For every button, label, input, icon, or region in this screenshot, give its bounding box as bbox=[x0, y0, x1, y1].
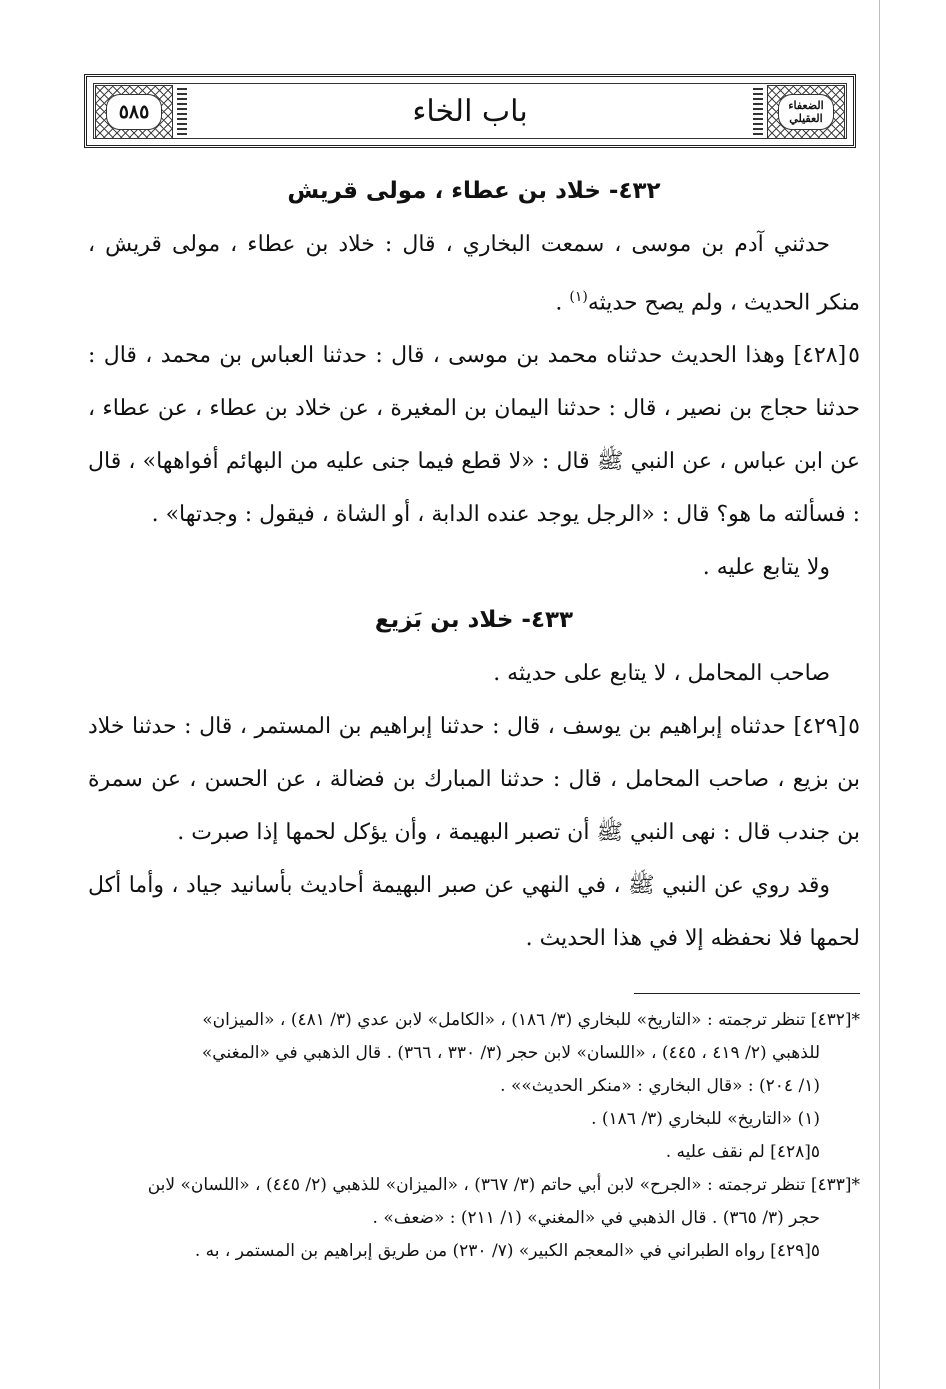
page-edge-line bbox=[879, 0, 880, 1389]
entry-432-end: . bbox=[555, 290, 570, 316]
page-number: ٥٨٥ bbox=[106, 94, 162, 130]
hadith-marker-icon: ٥ bbox=[848, 343, 860, 369]
hadith-429 bbox=[88, 700, 860, 859]
footnote-1: (١) «التاريخ» للبخاري (٣/ ١٨٦) . bbox=[591, 1109, 820, 1129]
footnotes bbox=[88, 1004, 860, 1268]
entry-433-closing: وقد روي عن النبي ﷺ ، في النهي عن صبر البهيمة أحاديث بأسانيد جياد ، وأما أكل لحمها فلا نحفظه إلا في هذا الحديث . bbox=[88, 873, 860, 952]
footnote-432-line3: (١/ ٢٠٤) : «قال البخاري : «منكر الحديث»» . bbox=[500, 1076, 820, 1096]
footnote-ref-1[interactable]: (١) bbox=[569, 289, 588, 305]
entry-432-paragraph bbox=[88, 218, 860, 329]
hadith-429-number: [٤٢٩] bbox=[793, 714, 847, 740]
entry-432-line2: منكر الحديث ، ولم يصح حديثه bbox=[587, 290, 860, 316]
entry-433-paragraph: صاحب المحامل ، لا يتابع على حديثه . bbox=[493, 661, 830, 687]
footnote-428: ٥[٤٢٨] لم نقف عليه . bbox=[665, 1142, 820, 1162]
entry-432-line1: حدثني آدم بن موسى ، سمعت البخاري ، قال : خلاد بن عطاء ، مولى قريش ، bbox=[88, 232, 830, 257]
footnote-432-line1: *[٤٣٢] تنظر ترجمته : «التاريخ» للبخاري (٣/ ١٨٦) ، «الكامل» لابن عدي (٣/ ٤٨١) ، «الميزان» bbox=[202, 1010, 860, 1030]
entry-432-title: ٤٣٢- خلاد بن عطاء ، مولى قريش bbox=[287, 178, 661, 204]
ornament-band-icon bbox=[177, 87, 187, 135]
book-emblem-ornament bbox=[767, 85, 845, 139]
hadith-428-text: وهذا الحديث حدثناه محمد بن موسى ، قال : حدثنا العباس بن محمد ، قال : حدثنا حجاج بن نصير ، قال : حدثنا اليمان بن المغيرة ، عن خلاد بن عطاء ، عن عطاء ، عن ابن عباس ، عن النبي ﷺ قال : «لا قطع فيما جنى عليه من البهائم أفواهها» ، قال : فسألته ما هو؟ قال : «الرجل يوجد عنده الدابة ، أو الشاة ، فيقول : وجدتها» . bbox=[88, 343, 860, 528]
entry-433-title: ٤٣٣- خلاد بن بَزيع bbox=[374, 607, 574, 634]
footnote-433-line1: *[٤٣٣] تنظر ترجمته : «الجرح» لابن أبي حاتم (٣/ ٣٦٧) ، «الميزان» للذهبي (٢/ ٤٤٥) ، «اللسان» لابن bbox=[147, 1175, 860, 1195]
footnote-433-line2: حجر (٣/ ٣٦٥) . قال الذهبي في «المغني» (١/ ٢١١) : «ضعف» . bbox=[372, 1208, 820, 1228]
chapter-title: باب الخاء bbox=[412, 93, 528, 129]
ornament-band-icon bbox=[753, 87, 763, 135]
page-number-ornament bbox=[95, 85, 173, 139]
entry-432-closing: ولا يتابع عليه . bbox=[702, 555, 830, 581]
hadith-428-number: [٤٢٨] bbox=[793, 343, 847, 369]
footnote-429: ٥[٤٢٩] رواه الطبراني في «المعجم الكبير» (٧/ ٢٣٠) من طريق إبراهيم بن المستمر ، به . bbox=[194, 1241, 820, 1261]
hadith-428 bbox=[88, 329, 860, 541]
book-emblem: الضعفاء العقيلي bbox=[778, 94, 834, 130]
footnote-432-line2: للذهبي (٢/ ٤١٩ ، ٤٤٥) ، «اللسان» لابن حجر (٣/ ٣٣٠ ، ٣٦٦) . قال الذهبي في «المغني» bbox=[201, 1043, 820, 1063]
hadith-429-text: حدثناه إبراهيم بن يوسف ، قال : حدثنا إبراهيم بن المستمر ، قال : حدثنا خلاد بن بزيع ، صاحب المحامل ، قال : حدثنا المبارك بن فضالة ، عن الحسن ، عن سمرة بن جندب قال : نهى النبي ﷺ أن تصبر البهيمة ، وأن يؤكل لحمها إذا صبرت . bbox=[88, 714, 860, 846]
main-text bbox=[88, 165, 860, 965]
page-header bbox=[84, 74, 856, 148]
hadith-marker-icon: ٥ bbox=[848, 714, 860, 740]
footnote-divider bbox=[634, 993, 860, 994]
